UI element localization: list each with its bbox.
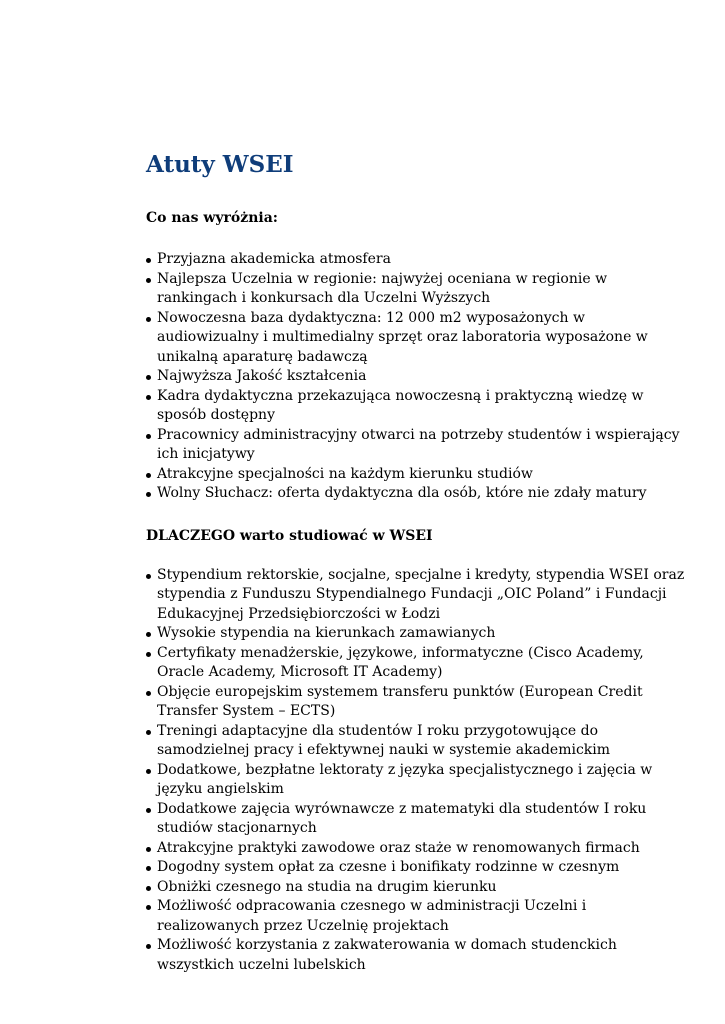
document-page (146, 150, 686, 975)
list-item: Treningi adaptacyjne dla studentów I roku przygotowujące do samodzielnej pracy i efektywnej nauki w systemie akademickim (146, 722, 686, 761)
list-item: Wysokie stypendia na kierunkach zamawianych (146, 624, 686, 644)
list-item: Możliwość korzystania z zakwaterowania w domach studenckich wszystkich uczelni lubelskich (146, 936, 686, 975)
page-title: Atuty WSEI (146, 151, 294, 178)
list-item: Dodatkowe, bezpłatne lektoraty z języka specjalistycznego i zajęcia w języku angielskim (146, 761, 686, 800)
list-item: Kadra dydaktyczna przekazująca nowoczesną i praktyczną wiedzę w sposób dostępny (146, 387, 686, 426)
list-item: Obniżki czesnego na studia na drugim kierunku (146, 878, 686, 898)
list-item: Certyfikaty menadżerskie, językowe, informatyczne (Cisco Academy, Oracle Academy, Microsoft IT Academy) (146, 644, 686, 683)
list-item: Pracownicy administracyjny otwarci na potrzeby studentów i wspierający ich inicjatywy (146, 426, 686, 465)
list-item: Objęcie europejskim systemem transferu punktów (European Credit Transfer System – ECTS) (146, 683, 686, 722)
list-item: Wolny Słuchacz: oferta dydaktyczna dla osób, które nie zdały matury (146, 484, 686, 504)
list-item: Najlepsza Uczelnia w regionie: najwyżej oceniana w regionie w rankingach i konkursach dla Uczelni Wyższych (146, 270, 686, 309)
list-item: Nowoczesna baza dydaktyczna: 12 000 m2 wyposażonych w audiowizualny i multimedialny sprzęt oraz laboratoria wyposażone w unikalną aparaturę badawczą (146, 309, 686, 368)
list-item: Przyjazna akademicka atmosfera (146, 250, 686, 270)
why-study-list (146, 566, 686, 976)
list-item: Dogodny system opłat za czesne i bonifikaty rodzinne w czesnym (146, 858, 686, 878)
list-item: Atrakcyjne praktyki zawodowe oraz staże w renomowanych firmach (146, 839, 686, 859)
distinguishing-features-list (146, 250, 686, 504)
list-item: Najwyższa Jakość kształcenia (146, 367, 686, 387)
section-heading-why-study: DLACZEGO warto studiować w WSEI (146, 527, 433, 544)
section-heading-distinguishing: Co nas wyróżnia: (146, 210, 278, 226)
list-item: Możliwość odpracowania czesnego w administracji Uczelni i realizowanych przez Uczelnię projektach (146, 897, 686, 936)
list-item: Stypendium rektorskie, socjalne, specjalne i kredyty, stypendia WSEI oraz stypendia z Funduszu Stypendialnego Fundacji „OIC Poland” i Fundacji Edukacyjnej Przedsiębiorczości w Łodzi (146, 566, 686, 625)
list-item: Atrakcyjne specjalności na każdym kierunku studiów (146, 465, 686, 485)
list-item: Dodatkowe zajęcia wyrównawcze z matematyki dla studentów I roku studiów stacjonarnych (146, 800, 686, 839)
